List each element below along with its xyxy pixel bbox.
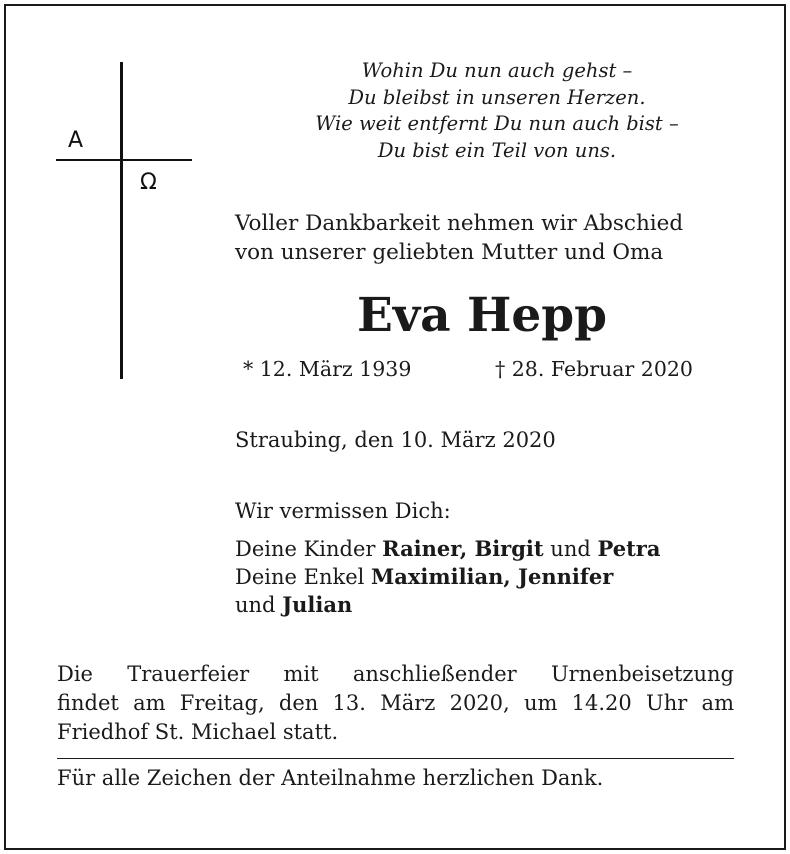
grandchildren-and: und	[235, 593, 276, 617]
cross-horizontal-bar	[56, 159, 192, 161]
funeral-line: Friedhof St. Michael statt.	[57, 720, 339, 744]
funeral-line: findet am Freitag, den 13. März 2020, um 14.20 Uhr am	[57, 691, 734, 715]
alpha-symbol: A	[68, 128, 84, 153]
omega-symbol: Ω	[140, 170, 157, 195]
deceased-name: Eva Hepp	[357, 288, 607, 343]
cross-vertical-bar	[120, 62, 123, 379]
children-last: Petra	[597, 536, 661, 561]
children-line	[235, 535, 660, 563]
thanks-line: Für alle Zeichen der Anteilnahme herzlichen Dank.	[57, 766, 604, 790]
birth-date: * 12. März 1939	[243, 357, 412, 381]
miss-line: Wir vermissen Dich:	[235, 499, 451, 523]
poem-line: Du bleibst in unseren Herzen.	[348, 85, 646, 109]
poem-line: Wohin Du nun auch gehst –	[361, 59, 633, 82]
divider	[57, 758, 734, 759]
poem-line: Du bist ein Teil von uns.	[377, 138, 617, 162]
grandchildren-line	[235, 563, 613, 591]
intro-line: von unserer geliebten Mutter und Oma	[235, 240, 664, 265]
children-prefix: Deine Kinder	[235, 537, 376, 561]
poem	[232, 58, 762, 164]
grandchildren-last: Julian	[282, 592, 353, 617]
place-date: Straubing, den 10. März 2020	[235, 428, 556, 452]
children-names: Rainer, Birgit	[382, 536, 544, 561]
grandchildren-prefix: Deine Enkel	[235, 565, 365, 589]
poem-line: Wie weit entfernt Du nun auch bist –	[315, 112, 679, 135]
death-date: † 28. Februar 2020	[495, 357, 693, 381]
grandchildren-line-2	[235, 591, 352, 619]
children-and: und	[550, 537, 591, 561]
intro-line: Voller Dankbarkeit nehmen wir Abschied	[235, 211, 684, 236]
funeral-line: Die Trauerfeier mit anschließender Urnenbeisetzung	[57, 662, 734, 686]
grandchildren-names: Maximilian, Jennifer	[371, 564, 614, 589]
